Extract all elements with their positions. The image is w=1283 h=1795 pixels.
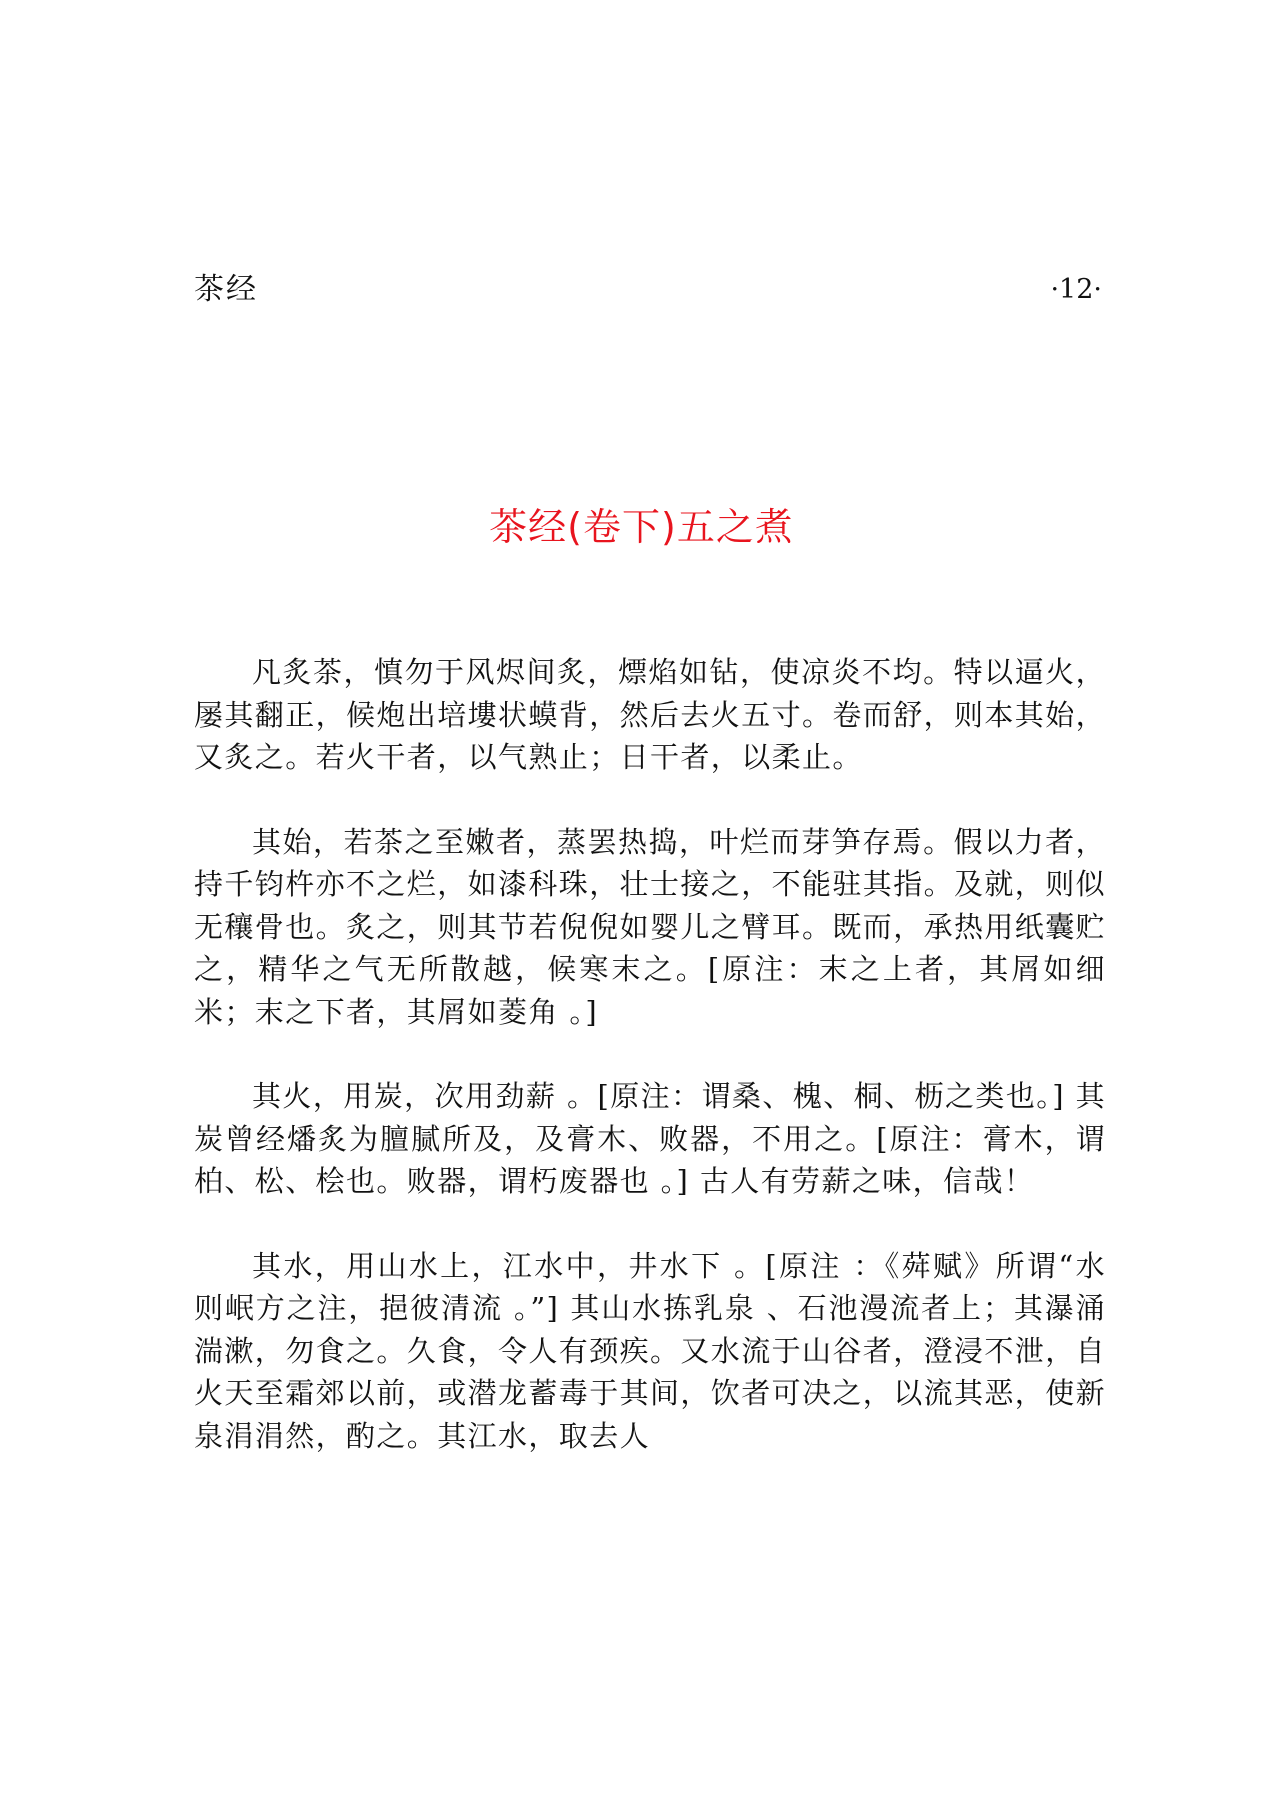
body-text [194, 651, 1106, 1499]
chapter-title: 茶经(卷下)五之煮 [489, 505, 794, 549]
page-number: ·12· [1050, 274, 1102, 305]
running-header-book-title: 茶经 [194, 272, 258, 307]
paragraph: 其火，用炭，次用劲薪 。[原注：谓桑、槐、桐、枥之类也。] 其炭曾经燔炙为膻腻所及，及膏木、败器，不用之。[原注：膏木，谓柏、松、桧也。败器，谓朽废器也 。] 古人有劳薪之味，信哉！ [194, 1079, 1106, 1198]
paragraph: 其水，用山水上，江水中，井水下 。[原注 ：《荈赋》所谓“水则岷方之注，挹彼清流 。”] 其山水拣乳泉 、石池漫流者上；其瀑涌湍漱，勿食之。久食，令人有颈疾。又水流于山谷者，澄浸不泄，自火天至霜郊以前，或潜龙蓄毒于其间，饮者可决之，以流其恶，使新泉涓涓然，酌之。其江水，取去人 [194, 1248, 1107, 1453]
paragraph: 其始，若茶之至嫩者，蒸罢热捣，叶烂而芽笋存焉。假以力者，持千钧杵亦不之烂，如漆科珠，壮士接之，不能驻其指。及就，则似无穰骨也。炙之，则其节若倪倪如婴儿之臂耳。既而，承热用纸囊贮之，精华之气无所散越，候寒末之。[原注：末之上者，其屑如细米；末之下者，其屑如菱角 。] [194, 824, 1107, 1029]
paragraph: 凡炙茶，慎勿于风烬间炙，熛焰如钻，使凉炎不均。特以逼火，屡其翻正，候炮出培塿状蟆背，然后去火五寸。卷而舒，则本其始，又炙之。若火干者，以气熟止；日干者，以柔止。 [194, 655, 1107, 774]
